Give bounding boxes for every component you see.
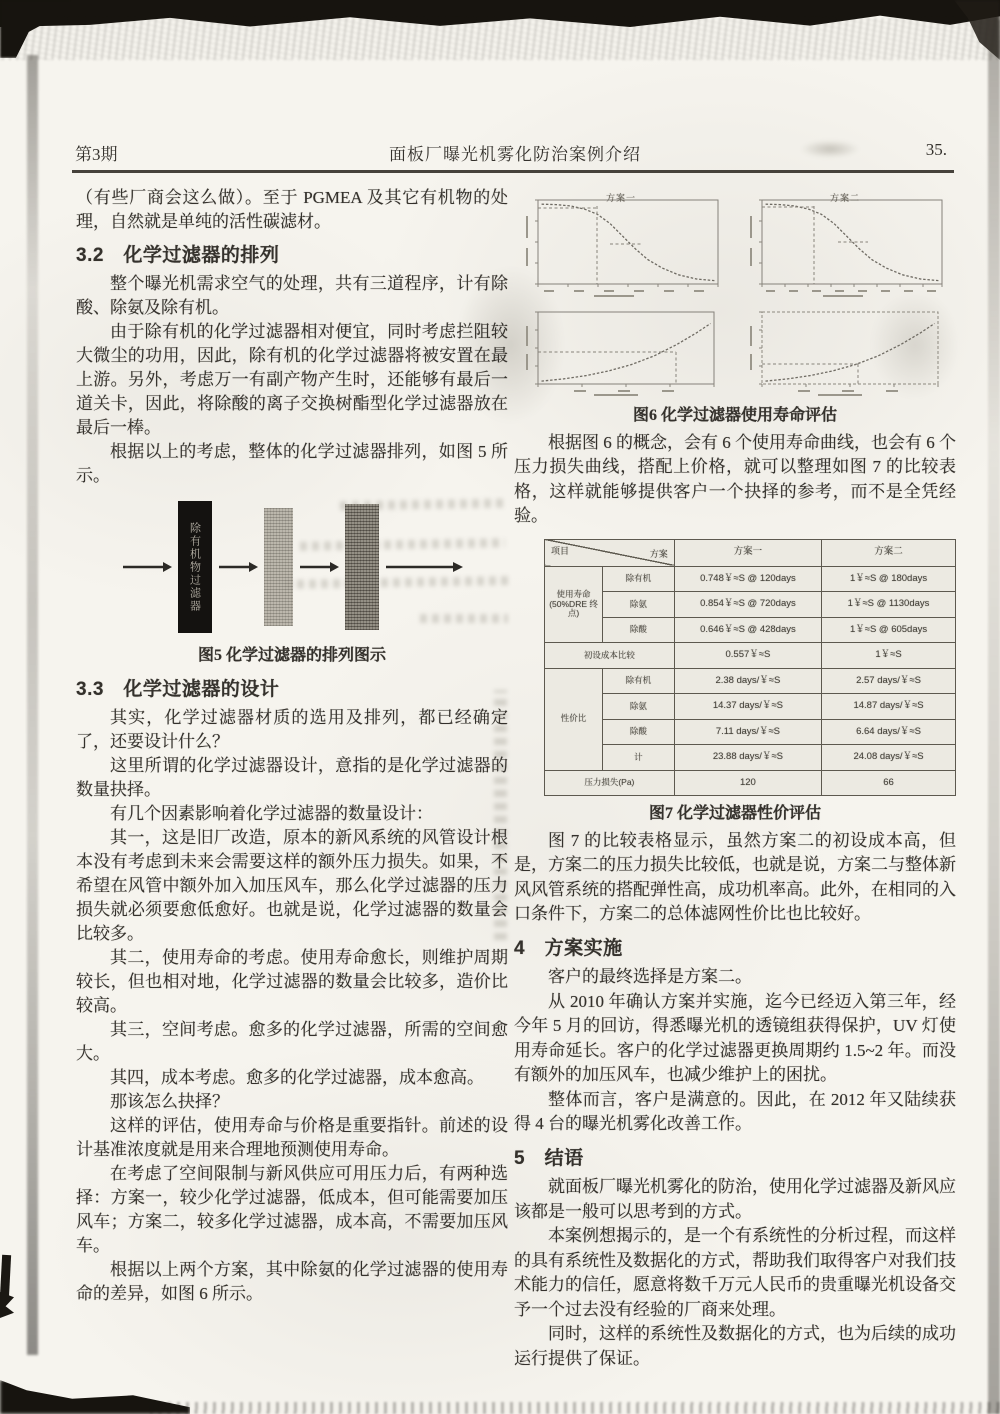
paragraph: 本案例想揭示的，是一个有系统性的分析过程，而这样的具有系统性及数据化的方式，帮助我们取得客户对我们技术能力的信任，愿意将数千万元人民币的贵重曝光机设备交予一个过去没有经验的厂商来处理。 (514, 1226, 956, 1319)
left-column (76, 186, 508, 1306)
corner-label-item: 项目 (551, 546, 570, 556)
paragraph: 图 7 的比较表格显示，虽然方案二的初设成本高，但是，方案二的压力损失比较低，也就是说，方案二与整体新风风管系统的搭配弹性高，成功机率高。此外，在相同的入口条件下，方案二的总体滤网性价比也比较好。 (514, 830, 956, 923)
figure6-subplot-plan1-pressure (514, 306, 728, 398)
scan-edge-bottom (150, 1402, 1000, 1414)
paragraph: 整个曝光机需求空气的处理，共有三道程序，计有除酸、除氨及除有机。 (76, 274, 508, 317)
paragraph: 其四，成本考虑。愈多的化学过滤器，成本愈高。 (110, 1068, 484, 1087)
row-label: 计 (603, 745, 675, 771)
margin-ink-mark (0, 1292, 14, 1318)
scan-noise-top (0, 18, 1000, 60)
paragraph: 这里所谓的化学过滤器设计，意指的是化学过滤器的数量抉择。 (76, 756, 508, 799)
table-cell: 6.64 days/￥≈S (822, 719, 956, 745)
corner-label-plan: 方案 (649, 548, 668, 559)
table-cell: 7.11 days/￥≈S (674, 719, 821, 745)
table-cell: 66 (822, 770, 956, 796)
row-label: 除酸 (603, 617, 675, 643)
header-rule (72, 170, 954, 173)
figure5-filter-arrangement (76, 496, 508, 638)
subplot-title: 方案一 (605, 193, 636, 203)
table-row (545, 745, 956, 771)
subplot-title: 方案二 (829, 193, 860, 203)
paragraph: 从 2010 年确认方案并实施，迄今已经迈入第三年，经今年 5 月的回访，得悉曝光机的透镜组获得保护，UV 灯使用寿命延长。客户的化学过滤器更换周期约 1.5~2 年。而没有额外的加压风车，也减少维护上的困扰。 (514, 991, 956, 1084)
paragraph: 根据以上的考虑，整体的化学过滤器排列，如图 5 所示。 (76, 442, 508, 485)
figure5-caption: 图5 化学过滤器的排列图示 (197, 647, 386, 664)
running-title: 面板厂曝光机雾化防治案例介绍 (389, 145, 641, 164)
paragraph: 根据图 6 的概念，会有 6 个使用寿命曲线，也会有 6 个压力损失曲线，搭配上价格，就可以整理如图 7 的比较表格，这样就能够提供客户一个抉择的参考，而不是全凭经验。 (514, 432, 956, 525)
flow-arrow-icon (385, 561, 463, 573)
table-cell: 0.854￥≈S @ 720days (674, 592, 821, 618)
section-heading-3-2: 3.2 化学过滤器的排列 (76, 245, 280, 266)
table-cell: 0.748￥≈S @ 120days (674, 566, 821, 592)
row-label: 除有机 (603, 668, 675, 694)
table-corner-cell (545, 539, 675, 566)
line-chart (514, 306, 728, 398)
paragraph: 客户的最终选择是方案二。 (548, 967, 752, 986)
figure6-subplot-plan2-pressure (738, 306, 952, 398)
paragraph: 其三，空间考虑。愈多的化学过滤器，所需的空间愈大。 (76, 1020, 508, 1063)
row-label-pressure: 压力损失(Pa) (545, 770, 675, 796)
row-label: 除有机 (603, 566, 675, 592)
figure7-comparison-table (544, 539, 956, 797)
table-row (545, 643, 956, 669)
table-cell: 1￥≈S @ 605days (822, 617, 956, 643)
table-cell: 14.37 days/￥≈S (674, 694, 821, 720)
section-heading-5: 5 结语 (514, 1147, 584, 1169)
filter-bar-organic (178, 501, 212, 633)
table-cell: 14.87 days/￥≈S (822, 694, 956, 720)
row-label: 除氨 (603, 592, 675, 618)
table-cell: 1￥≈S (822, 643, 956, 669)
paragraph: 这样的评估，使用寿命与价格是重要指针。前述的设计基准浓度就是用来合理地预测使用寿命。 (76, 1116, 508, 1159)
table-cell: 1￥≈S @ 1130days (822, 592, 956, 618)
paragraph: 其实，化学过滤器材质的选用及排列，都已经确定了，还要设计什么？ (76, 708, 508, 751)
table-row (545, 617, 956, 643)
table-cell: 23.88 days/￥≈S (674, 745, 821, 771)
column-header-plan1: 方案一 (674, 539, 821, 566)
row-label-cost: 初设成本比较 (545, 643, 675, 669)
table-cell: 2.57 days/￥≈S (822, 668, 956, 694)
paragraph: （有些厂商会这么做）。至于 PGMEA 及其它有机物的处理，自然就是单纯的活性碳滤材。 (76, 188, 508, 231)
table-row (545, 566, 956, 592)
section-heading-4: 4 方案实施 (514, 937, 623, 959)
margin-ink-mark (0, 1255, 11, 1299)
table-cell: 0.557￥≈S (674, 643, 821, 669)
right-column (514, 184, 956, 1371)
column-header-plan2: 方案二 (822, 539, 956, 566)
table-cell: 0.646￥≈S @ 428days (674, 617, 821, 643)
table-cell: 120 (674, 770, 821, 796)
filter-bar-label: 除有机物过滤器 (188, 521, 201, 613)
table-row (545, 668, 956, 694)
flow-arrow-icon (218, 561, 258, 573)
figure6-life-evaluation (514, 186, 956, 429)
scan-streak-left (27, 55, 38, 1355)
section-heading-3-3: 3.3 化学过滤器的设计 (76, 679, 280, 700)
paragraph: 由于除有机的化学过滤器相对便宜，同时考虑拦阻较大微尘的功用，因此，除有机的化学过滤器将被安置在最上游。另外，考虑万一有副产物产生时，还能够有最后一道关卡，因此，将除酸的离子交换树酯型化学过滤器放在最后一棒。 (76, 322, 508, 437)
page-header (75, 140, 955, 166)
table-cell: 2.38 days/￥≈S (674, 668, 821, 694)
table-header-row (545, 539, 956, 566)
figure6-caption: 图6 化学过滤器使用寿命评估 (632, 407, 837, 424)
row-group-label-life: 使用寿命 (50%DRE 终点) (545, 566, 603, 643)
scan-edge-right (988, 20, 1000, 1414)
row-label: 除酸 (603, 719, 675, 745)
table-row (545, 694, 956, 720)
paragraph: 就面板厂曝光机雾化的防治，使用化学过滤器及新风应该都是一般可以思考到的方式。 (514, 1177, 956, 1221)
flow-arrow-icon (299, 561, 339, 573)
figure6-subplot-plan1-life (514, 186, 728, 302)
filter-bar-ammonia (264, 508, 293, 626)
page-number: 35. (925, 140, 947, 159)
paragraph: 根据以上两个方案，其中除氨的化学过滤器的使用寿命的差异，如图 6 所示。 (76, 1260, 508, 1303)
paragraph: 整体而言，客户是满意的。因此，在 2012 年又陆续获得 4 台的曝光机雾化改善工作。 (514, 1089, 956, 1133)
paragraph: 在考虑了空间限制与新风供应可用压力后，有两种选择：方案一，较少化学过滤器，低成本，但可能需要加压风车；方案二，较多化学过滤器，成本高，不需要加压风车。 (76, 1164, 508, 1255)
paragraph: 那该怎么抉择？ (110, 1092, 229, 1111)
paragraph: 其一，这是旧厂改造，原本的新风系统的风管设计根本没有考虑到未来会需要这样的额外压力损失。如果，不希望在风管中额外加入加压风车，那么化学过滤器的压力损失就必须要愈低愈好。也就是说，化学过滤器的数量会比较多。 (76, 828, 508, 943)
line-chart (738, 306, 952, 398)
figure7-caption: 图7 化学过滤器性价评估 (648, 805, 821, 822)
row-group-label-value: 性价比 (545, 668, 603, 770)
table-cell: 1￥≈S @ 180days (822, 566, 956, 592)
table-row (545, 770, 956, 796)
paragraph: 同时，这样的系统性及数据化的方式，也为后续的成功运行提供了保证。 (514, 1324, 956, 1368)
paragraph: 有几个因素影响着化学过滤器的数量设计： (110, 804, 433, 823)
journal-issue: 第3期 (75, 145, 118, 164)
flow-arrow-icon (122, 561, 172, 573)
row-label: 除氨 (603, 694, 675, 720)
table-cell: 24.08 days/￥≈S (822, 745, 956, 771)
table-row (545, 719, 956, 745)
filter-bar-acid (345, 504, 379, 630)
table-row (545, 592, 956, 618)
paragraph: 其二，使用寿命的考虑。使用寿命愈长，则维护周期较长，但也相对地，化学过滤器的数量会比较多，造价比较高。 (76, 948, 508, 1015)
figure6-subplot-plan2-life (738, 186, 952, 302)
